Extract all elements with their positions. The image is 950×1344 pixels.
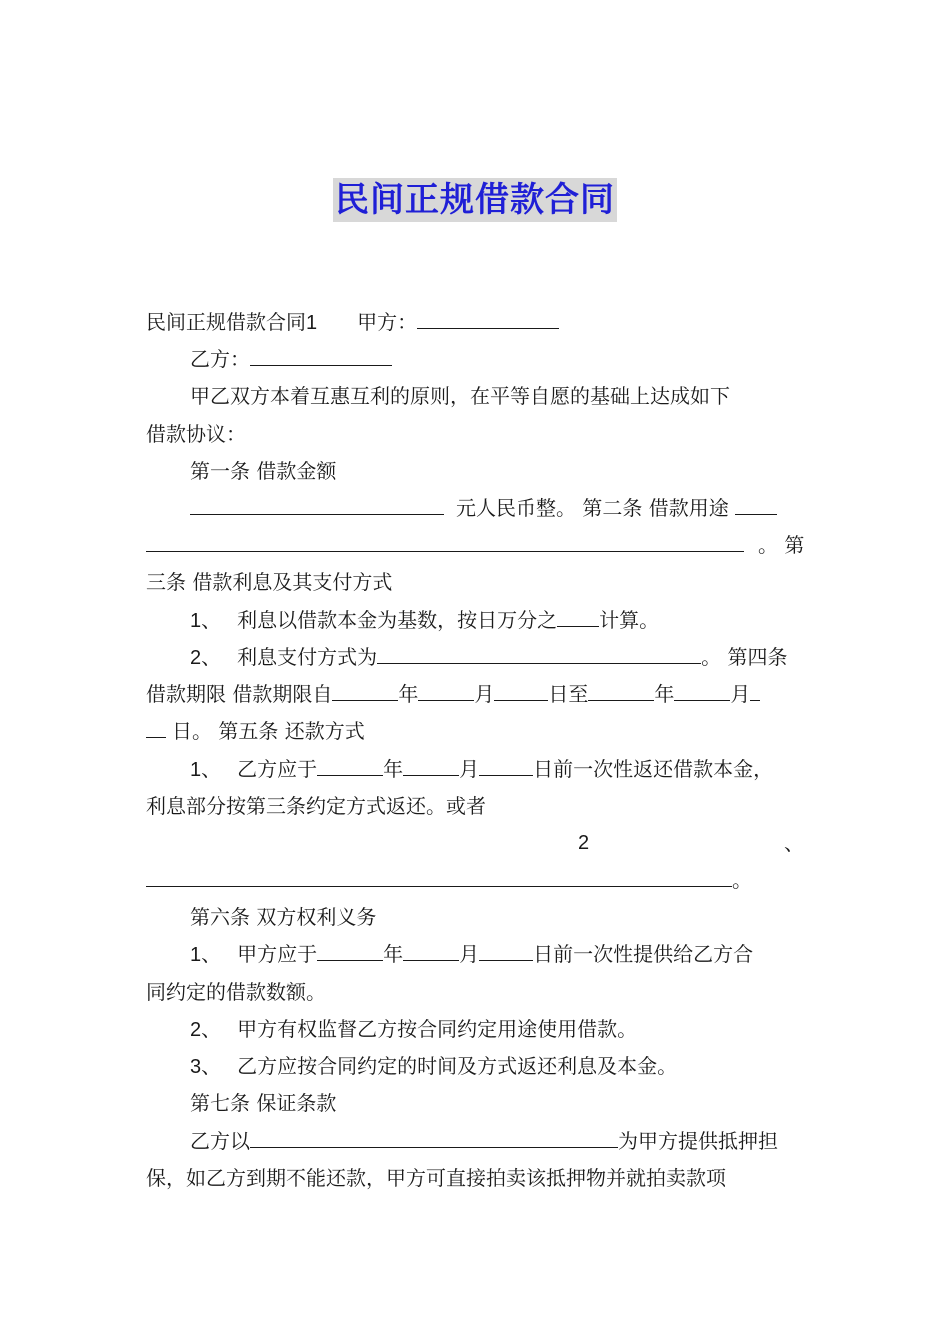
article-heading: 第一条 借款金额: [190, 459, 337, 483]
payment-text-end: 。 第四条: [701, 645, 788, 669]
payment-text: 利息支付方式为: [237, 645, 378, 669]
interest-text: 利息以借款本金为基数，按日万分之: [237, 608, 558, 632]
year-text: 年: [654, 682, 675, 706]
item-number: 1、: [190, 944, 222, 966]
repay-year-blank[interactable]: [317, 757, 383, 776]
interest-rate-blank[interactable]: [557, 608, 599, 627]
paragraph-line: 保，如乙方到期不能还款，甲方可直接拍卖该抵押物并就拍卖款项: [146, 1166, 726, 1190]
collateral-text-end: 为甲方提供抵押担: [618, 1129, 778, 1153]
repayment-heading: 日。 第五条 还款方式: [172, 719, 365, 743]
alternative-line: [146, 866, 752, 894]
end-day-blank-cont[interactable]: [146, 719, 166, 738]
provide-month-blank[interactable]: [403, 942, 459, 961]
provide-text: 甲方应于: [237, 942, 318, 966]
collateral-text: 乙方以: [190, 1129, 250, 1153]
day-to-text: 日至: [548, 682, 589, 706]
purpose-blank[interactable]: [735, 496, 777, 515]
payment-method-blank[interactable]: [377, 645, 701, 664]
year-text: 年: [383, 757, 404, 781]
month-text: 月: [474, 682, 495, 706]
article-heading: 第七条 保证条款: [190, 1091, 337, 1115]
document-title: 民间正规借款合同: [335, 180, 615, 220]
clause-line: [190, 1052, 677, 1081]
provide-year-blank[interactable]: [317, 942, 383, 961]
year-text: 年: [383, 942, 404, 966]
term-line: [146, 680, 760, 708]
party-b-label: 乙方：: [190, 347, 250, 371]
purpose-line: [146, 531, 804, 559]
end-day-blank[interactable]: [750, 682, 760, 701]
list-separator: 、: [784, 831, 804, 855]
purpose-text: 。 第: [758, 533, 805, 557]
start-year-blank[interactable]: [332, 682, 398, 701]
item-number: 2: [578, 832, 590, 854]
item-number: 1、: [190, 610, 222, 632]
repayment-text-end: 日前一次性返还借款本金，: [533, 757, 774, 781]
month-text: 月: [730, 682, 751, 706]
party-b-blank[interactable]: [250, 347, 392, 366]
paragraph-line: 借款协议：: [146, 422, 246, 446]
item-number: 2、: [190, 647, 222, 669]
heading-number: 1: [306, 312, 318, 334]
start-day-blank[interactable]: [494, 682, 548, 701]
month-text: 月: [459, 757, 480, 781]
repay-month-blank[interactable]: [403, 757, 459, 776]
purpose-blank-long[interactable]: [146, 533, 744, 552]
party-a-line: [146, 308, 559, 337]
collateral-blank[interactable]: [250, 1129, 618, 1148]
clause-text: 甲方有权监督乙方按合同约定用途使用借款。: [237, 1017, 638, 1041]
alternative-text: 。: [732, 868, 752, 892]
article-heading: 三条 借款利息及其支付方式: [146, 570, 393, 594]
article-heading: 第六条 双方权利义务: [190, 905, 377, 929]
item-number: 1、: [190, 759, 222, 781]
alternative-blank[interactable]: [146, 868, 732, 887]
paragraph-line: 同约定的借款数额。: [146, 980, 326, 1004]
year-text: 年: [398, 682, 419, 706]
heading-text: 民间正规借款合同: [146, 310, 306, 334]
item-number: 2、: [190, 1019, 222, 1041]
end-month-blank[interactable]: [674, 682, 730, 701]
interest-line: [190, 606, 659, 635]
party-b-line: [190, 345, 392, 373]
start-month-blank[interactable]: [418, 682, 474, 701]
clause-text: 乙方应按合同约定的时间及方式返还利息及本金。: [237, 1054, 678, 1078]
collateral-line: [190, 1127, 778, 1155]
provide-text-end: 日前一次性提供给乙方合: [533, 942, 754, 966]
repayment-text: 乙方应于: [237, 757, 318, 781]
paragraph-line: 甲乙双方本着互惠互利的原则，在平等自愿的基础上达成如下: [190, 384, 730, 408]
amount-blank[interactable]: [190, 496, 444, 515]
term-text: 借款期限 借款期限自: [146, 682, 333, 706]
month-text: 月: [459, 942, 480, 966]
repayment-heading-line: [146, 717, 365, 745]
repayment-line: [190, 755, 773, 784]
end-year-blank[interactable]: [588, 682, 654, 701]
party-a-label: 甲方：: [357, 310, 418, 334]
amount-line: [190, 494, 777, 522]
provide-line: [190, 940, 753, 969]
payment-line: [190, 643, 787, 672]
clause-line: [190, 1015, 637, 1044]
repay-day-blank[interactable]: [479, 757, 533, 776]
item-number: 3、: [190, 1056, 222, 1078]
amount-text: 元人民币整。 第二条 借款用途: [456, 496, 729, 520]
interest-text-end: 计算。: [599, 608, 660, 632]
provide-day-blank[interactable]: [479, 942, 533, 961]
party-a-blank[interactable]: [417, 310, 559, 329]
paragraph-line: 利息部分按第三条约定方式返还。或者: [146, 794, 486, 818]
